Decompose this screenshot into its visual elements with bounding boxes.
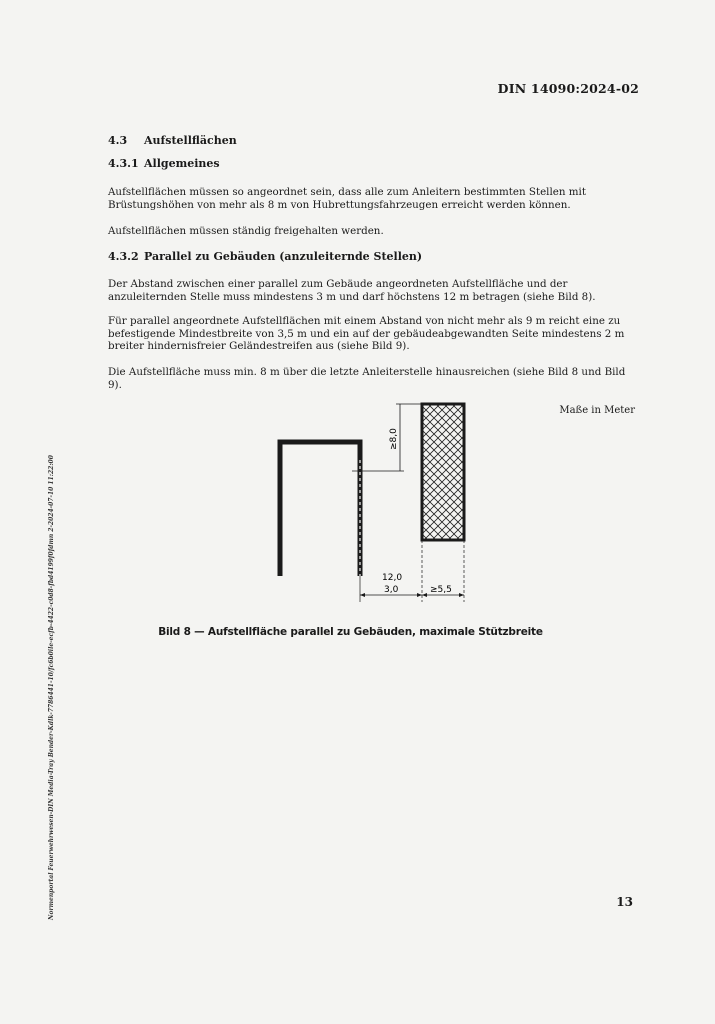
paragraph: Aufstellflächen müssen so angeordnet sein, dass alle zum Anleitern bestimmten Stellen mit Brüstungshöhen von mehr als 8 m von Hubrettungsfahrzeugen erreicht werden können. [108,186,586,211]
side-watermark [48,455,60,920]
heading-title: Parallel zu Gebäuden (anzuleiternde Stellen) [144,250,423,263]
heading-title: Allgemeines [144,157,220,170]
heading-4-3 [108,134,237,147]
paragraph: Der Abstand zwischen einer parallel zum Gebäude angeordneten Aufstellfläche und der anzuleiternden Stelle muss mindestens 3 m und darf höchstens 12 m betragen (siehe Bild 8). [108,278,596,303]
heading-4-3-2 [108,250,422,263]
heading-number: 4.3.1 [108,157,139,170]
paragraph: Die Aufstellfläche muss min. 8 m über die letzte Anleiterstelle hinausreichen (siehe Bild 8 und Bild 9). [108,366,626,391]
figure-8 [270,398,470,608]
dim-length-label: ≥8,0 [389,428,399,450]
heading-4-3-1 [108,157,220,170]
units-note: Maße in Meter [559,405,635,416]
paragraph: Aufstellflächen müssen ständig freigehalten werden. [108,225,384,237]
caption-text: Bild 8 — Aufstellfläche parallel zu Gebäuden, maximale Stützbreite [158,626,543,638]
setup-area [422,404,464,540]
figure-caption [0,626,715,638]
dim-max-label: 12,0 [382,573,403,583]
building-outline [280,442,360,576]
document-id: DIN 14090:2024-02 [497,81,639,96]
heading-number: 4.3 [108,134,128,147]
heading-title: Aufstellflächen [144,134,237,147]
heading-number: 4.3.2 [108,250,139,263]
watermark-text: Normenportal Feuerwehrwesen-DIN Media-Tray Bender-Kdlk-7786441-10/fc6b0ile-ecfb-4422-c0d8-fbd4199f0fdmn 2-2024-07-10 11:22:00 [48,455,55,920]
dim-width-label: ≥5,5 [430,585,452,595]
page-number: 13 [616,895,633,909]
dim-min-label: 3,0 [384,585,399,595]
paragraph: Für parallel angeordnete Aufstellflächen mit einem Abstand von nicht mehr als 9 m reicht eine zu befestigende Mindestbreite von 3,5 m und ein auf der gebäudeabgewandten Seite mindestens 2 m breiter hindernisfreier Geländestreifen aus (siehe Bild 9). [108,315,625,352]
figure-8-drawing [270,398,470,608]
